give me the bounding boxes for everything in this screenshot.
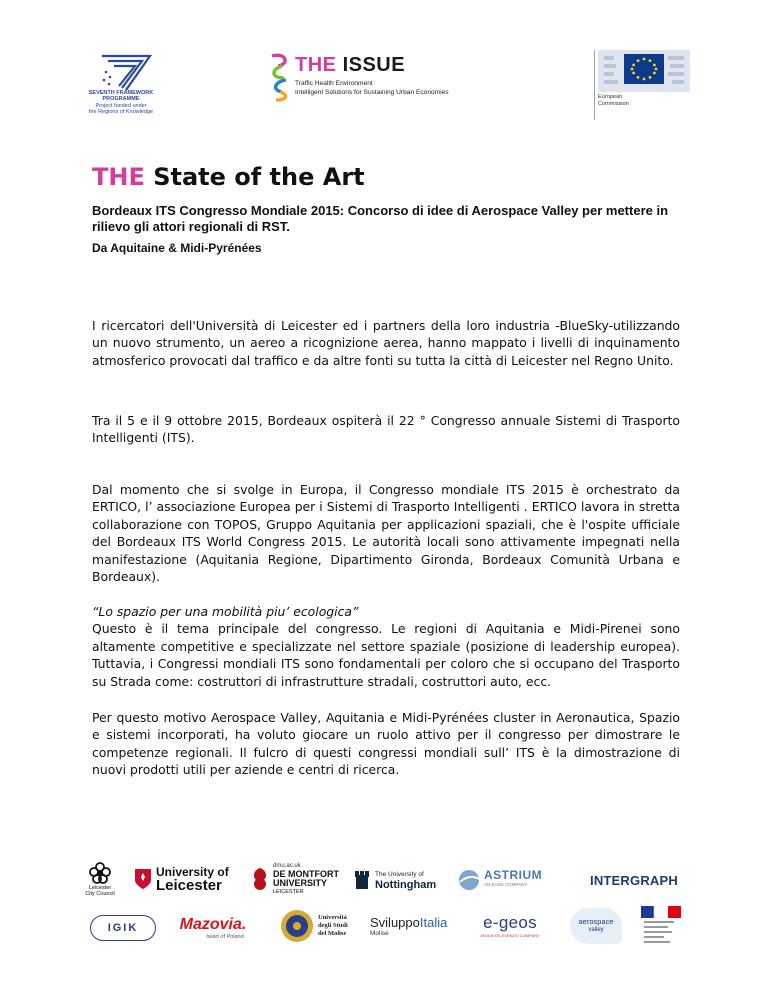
page-title-rest: State of the Art: [144, 163, 365, 191]
issue-sub2: Intelligent Solutions for Sustaining Urban Economies: [295, 88, 449, 96]
issue-sub1: Traffic Health Environment: [295, 80, 373, 87]
article-subheading: Bordeaux ITS Congresso Mondiale 2015: Concorso di idee di Aerospace Valley per mettere in rilievo gli attori regionali di RST.: [92, 203, 669, 234]
egeos-tag: AN ASI/TELESPAZIO COMPANY: [480, 932, 540, 938]
article-byline: Da Aquitaine & Midi-Pyrénées: [92, 241, 262, 255]
issue-title-the: THE: [295, 54, 337, 76]
french-republic-logo: [640, 906, 682, 946]
leicester-city-council-logo: [78, 856, 122, 902]
dmu-crest-icon: [250, 866, 270, 892]
paragraph-4-text: Questo è il tema principale del congresso. Le regioni di Aquitania e Midi-Pirenei sono altamente competitive e specializzate nel settore spaziale (posizione di leadership europea). Tuttavia, i Congressi mondiali ITS sono fondamentali per coloro che si occupano del Trasporto su Strada come: costruttori di infrastrutture stradali, costruttori auto, ecc.: [92, 621, 680, 689]
dmu-line4: LEICESTER: [273, 888, 304, 895]
dmu-line3: UNIVERSITY: [273, 878, 328, 888]
leicester-shield-icon: [134, 868, 152, 890]
marianne-flag-icon: [641, 906, 681, 946]
lcc-line2: City Council: [85, 891, 115, 897]
molise-line3: del Molise: [318, 930, 347, 937]
lcc-line1: Leicester: [88, 885, 112, 891]
fp7-logo: [82, 52, 160, 118]
sviluppo-italia-logo: [370, 910, 460, 942]
ec-line2: Commission: [598, 100, 629, 107]
nottingham-castle-icon: [354, 869, 370, 891]
mazovia-tag: heart of Poland: [206, 934, 244, 940]
sviluppo-a: Sviluppo: [370, 915, 420, 930]
sviluppo-tag: Molise: [370, 930, 389, 937]
astrium-globe-icon: [458, 869, 480, 891]
eu-flag-icon: [598, 50, 690, 92]
molise-line1: Università: [318, 914, 347, 921]
university-of-leicester-logo: [134, 862, 230, 896]
university-of-nottingham-logo: [354, 866, 446, 894]
issue-swirl-icon: [268, 50, 292, 102]
sviluppo-b: Italia: [419, 915, 448, 930]
aero-line1: aerospace: [578, 917, 614, 926]
fp7-line4: the Regions of Knowledge: [88, 109, 154, 116]
nott-line2: Nottingham: [375, 879, 437, 891]
molise-seal-icon: [280, 909, 314, 943]
astrium-logo: [458, 866, 562, 894]
uol-line2: Leicester: [156, 877, 222, 894]
mazovia-logo: [168, 910, 258, 946]
issue-title-issue: ISSUE: [342, 54, 406, 76]
dmu-line2: DE MONTFORT: [273, 869, 339, 880]
aerospace-valley-logo: [566, 906, 626, 946]
paragraph-4: [92, 603, 680, 690]
issue-title: [295, 54, 405, 77]
paragraph-1: I ricercatori dell'Università di Leicester ed i partners della loro industria -BlueSky-utilizzando un nuovo strumento, un aereo a ricognizione aerea, hanno mappato i livelli di inquinamento atmosferico provocati dal traffico e da altre fonti su tutta la città di Leicester nel Regno Unito.: [92, 318, 680, 368]
igik-name: IGIK: [107, 922, 139, 934]
molise-line2: degli Studi: [318, 922, 348, 929]
fp7-line1: SEVENTH FRAMEWORK: [88, 90, 154, 96]
paragraph-2: Tra il 5 e il 9 ottobre 2015, Bordeaux ospiterà il 22 ° Congresso annuale Sistemi di Trasporto Intelligenti (ITS).: [92, 413, 680, 446]
igik-logo: [86, 912, 160, 944]
intergraph-name: INTERGRAPH: [590, 872, 678, 888]
fp7-seven-icon: [98, 52, 154, 92]
intergraph-logo: [586, 868, 682, 892]
universita-molise-logo: [280, 906, 362, 946]
the-issue-logo: [268, 50, 468, 102]
de-montfort-logo: [250, 860, 340, 898]
astrium-name: ASTRIUM: [484, 868, 543, 882]
astrium-tag: AN EADS COMPANY: [484, 882, 528, 887]
paragraph-4-quote: “Lo spazio per una mobilità piu’ ecologica”: [92, 604, 359, 619]
e-geos-logo: [470, 908, 550, 942]
uol-line1: University of: [156, 865, 229, 879]
fp7-line2: PROGRAMME: [102, 96, 140, 103]
ec-divider: [594, 50, 595, 120]
nott-line1: The University of: [375, 871, 424, 878]
dmu-line1: dmu.ac.uk: [273, 862, 301, 869]
fp7-line3: Project funded under: [95, 102, 147, 109]
paragraph-3: Dal momento che si svolge in Europa, il Congresso mondiale ITS 2015 è orchestrato da ERTICO, l’ associazione Europea per i Sistemi di Trasporto Intelligenti . ERTICO lavora in stretta collaborazione con TOPOS, Gruppo Aquitania per applicazioni spaziali, che è l'ospite ufficiale del Bordeaux ITS World Congress 2015. Le autorità locali sono attivamente impegnati nella manifestazione (Aquitania Regione, Dipartimento Gironda, Bordeaux Comunità Urbana e Bordeaux).: [92, 482, 680, 585]
page-title-the: THE: [92, 163, 145, 191]
paragraph-5: Per questo motivo Aerospace Valley, Aquitania e Midi-Pyrénées cluster in Aeronautica, Spazio e sistemi incorporati, ha voluto giocare un ruolo attivo per il congresso per dimostrare le competenze regionali. Il fulcro di questi congressi mondiali sull’ ITS è la dimostrazione di nuovi prodotti utili per aziende e centri di ricerca.: [92, 710, 680, 778]
ec-line1: European: [598, 94, 623, 100]
leicester-flower-icon: [88, 861, 112, 885]
european-commission-logo: [598, 50, 690, 120]
page-title: [92, 163, 365, 191]
aero-line2: valley: [588, 927, 604, 933]
egeos-name: e-geos: [483, 912, 537, 932]
mazovia-name: Mazovia.: [179, 916, 247, 933]
